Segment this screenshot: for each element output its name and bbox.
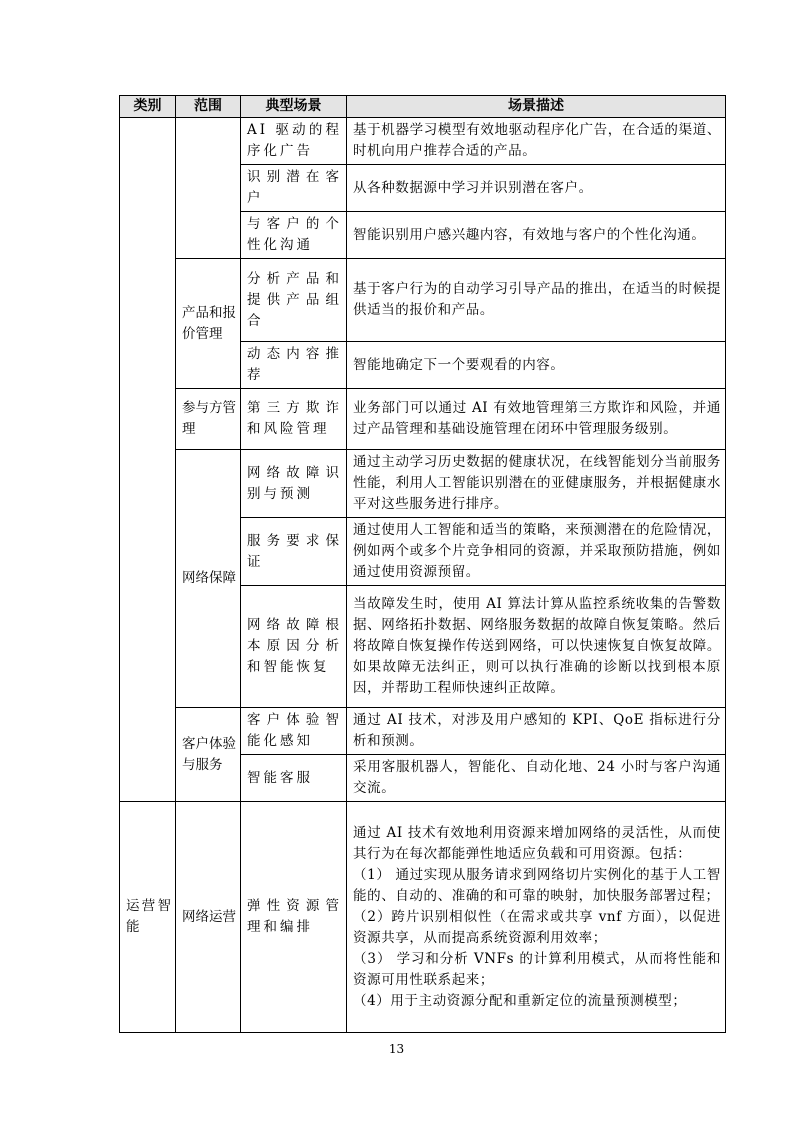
table-row bbox=[120, 118, 726, 165]
description-line: （1） 通过实现从服务请求到网络切片实例化的基于人工智能的、自动的、准确的和可靠的映射，加快服务部署过程； bbox=[353, 866, 721, 904]
header-scenario: 典型场景 bbox=[241, 96, 347, 118]
table-row bbox=[120, 389, 726, 450]
scenario-cell: 网络故障识别与预测 bbox=[241, 450, 347, 518]
scenario-cell: 客户体验智能化感知 bbox=[241, 708, 347, 755]
description-cell: 业务部门可以通过 AI 有效地管理第三方欺诈和风险，并通过产品管理和基础设施管理在闭环中管理服务级别。 bbox=[347, 389, 726, 450]
page-number: 13 bbox=[388, 1042, 405, 1056]
scenario-cell: 与客户的个性化沟通 bbox=[241, 212, 347, 259]
scenario-cell: 识别潜在客户 bbox=[241, 165, 347, 212]
header-category: 类别 bbox=[120, 96, 176, 118]
description-cell: 基于机器学习模型有效地驱动程序化广告，在合适的渠道、时机向用户推荐合适的产品。 bbox=[347, 118, 726, 165]
scope-cell bbox=[176, 118, 241, 259]
description-cell: 智能地确定下一个要观看的内容。 bbox=[347, 342, 726, 389]
header-scope: 范围 bbox=[176, 96, 241, 118]
category-cell: 运营智能 bbox=[120, 802, 176, 1033]
table-row bbox=[120, 450, 726, 518]
table-row bbox=[120, 259, 726, 342]
description-cell: 从各种数据源中学习并识别潜在客户。 bbox=[347, 165, 726, 212]
table-header-row bbox=[120, 96, 726, 118]
description-cell: 通过主动学习历史数据的健康状况，在线智能划分当前服务性能，利用人工智能识别潜在的亚健康服务，并根据健康水平对这些服务进行排序。 bbox=[347, 450, 726, 518]
scenario-table bbox=[119, 95, 726, 1033]
description-line: 通过 AI 技术有效地利用资源来增加网络的灵活性，从而使其行为在每次都能弹性地适应负载和可用资源。包括： bbox=[353, 824, 721, 862]
scope-cell: 参与方管理 bbox=[176, 389, 241, 450]
table-row bbox=[120, 802, 726, 1033]
category-cell bbox=[120, 118, 176, 802]
scope-cell: 产品和报价管理 bbox=[176, 259, 241, 389]
description-cell: 基于客户行为的自动学习引导产品的推出，在适当的时候提供适当的报价和产品。 bbox=[347, 259, 726, 342]
table-row bbox=[120, 708, 726, 755]
header-description: 场景描述 bbox=[347, 96, 726, 118]
description-line: （3） 学习和分析 VNFs 的计算利用模式，从而将性能和资源可用性联系起来； bbox=[353, 950, 721, 988]
description-cell: 当故障发生时，使用 AI 算法计算从监控系统收集的告警数据、网络拓扑数据、网络服务数据的故障自恢复策略。然后将故障自恢复操作传送到网络，可以快速恢复自恢复故障。如果故障无法纠正，则可以执行准确的诊断以找到根本原因，并帮助工程师快速纠正故障。 bbox=[347, 586, 726, 708]
scenario-cell: 服务要求保证 bbox=[241, 518, 347, 586]
scenario-cell: 第三方欺诈和风险管理 bbox=[241, 389, 347, 450]
scenario-cell: 动态内容推荐 bbox=[241, 342, 347, 389]
scenario-cell: 分析产品和提供产品组合 bbox=[241, 259, 347, 342]
scope-cell: 网络保障 bbox=[176, 450, 241, 708]
description-line: （4）用于主动资源分配和重新定位的流量预测模型； bbox=[353, 992, 687, 1009]
description-cell bbox=[347, 802, 726, 1033]
description-cell: 通过使用人工智能和适当的策略，来预测潜在的危险情况，例如两个或多个片竞争相同的资源，并采取预防措施，例如通过使用资源预留。 bbox=[347, 518, 726, 586]
scope-cell: 客户体验与服务 bbox=[176, 708, 241, 802]
scenario-cell: 弹性资源管理和编排 bbox=[241, 802, 347, 1033]
description-line: （2）跨片识别相似性（在需求或共享 vnf 方面），以促进资源共享，从而提高系统资源利用效率； bbox=[353, 908, 721, 946]
scenario-cell: 网络故障根本原因分析和智能恢复 bbox=[241, 586, 347, 708]
description-cell: 智能识别用户感兴趣内容，有效地与客户的个性化沟通。 bbox=[347, 212, 726, 259]
description-cell: 通过 AI 技术，对涉及用户感知的 KPI、QoE 指标进行分析和预测。 bbox=[347, 708, 726, 755]
description-cell: 采用客服机器人，智能化、自动化地、24 小时与客户沟通交流。 bbox=[347, 755, 726, 802]
scenario-cell: 智能客服 bbox=[241, 755, 347, 802]
scope-cell: 网络运营 bbox=[176, 802, 241, 1033]
scenario-cell: AI 驱动的程序化广告 bbox=[241, 118, 347, 165]
